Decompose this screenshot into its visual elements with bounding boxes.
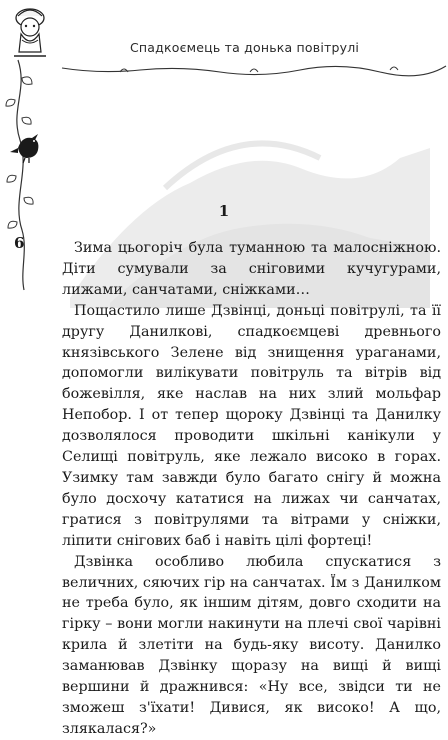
- paragraph: Зима цьогоріч була туманною та малосніжною. Діти сумували за сніговими кучугурами, лижами, санчатами, сніжками…: [62, 240, 441, 298]
- chapter-number: 1: [218, 202, 230, 220]
- page-number: 6: [14, 234, 25, 252]
- body-text: [62, 238, 441, 740]
- paragraph: Дзвінка особливо любила спускатися з величних, сяючих гір на санчатах. Їм з Данилком не треба було, як іншим дітям, довго сходити на гірку – вони могли накинути на плечі свої чарівні крила й злетіти на будь-яку висоту. Данилко заманював Дзвінку щоразу на вищі й вищі вершини й дражнився: «Ну все, звідси ти не зможеш з'їхати! Дивися, як високо! А що, злякалася?»: [62, 553, 441, 737]
- header-wave-rule: [60, 50, 448, 80]
- running-title: Спадкоємець та донька повітрулі: [130, 40, 360, 55]
- bird-illustration: [8, 130, 44, 164]
- gnome-illustration: [4, 2, 56, 62]
- paragraph: Пощастило лише Дзвінці, доньці повітрулі, та її другу Данилкові, спадкоємцеві древнього князівського Зелене від знищення ураганами, допомогли вилікувати повітруль та вітрів від божевілля, яке наслав на них злий мольфар Непобор. І от тепер щороку Дзвінці та Данилку дозволялося проводити шкільні канікули у Селищі повітруль, яке лежало високо в горах. Узимку там завжди було багато снігу й можна було досхочу кататися на лижах чи санчатах, гратися з повітрулями та вітрами у сніжки, ліпити снігових баб і навіть цілі фортеці!: [62, 302, 441, 549]
